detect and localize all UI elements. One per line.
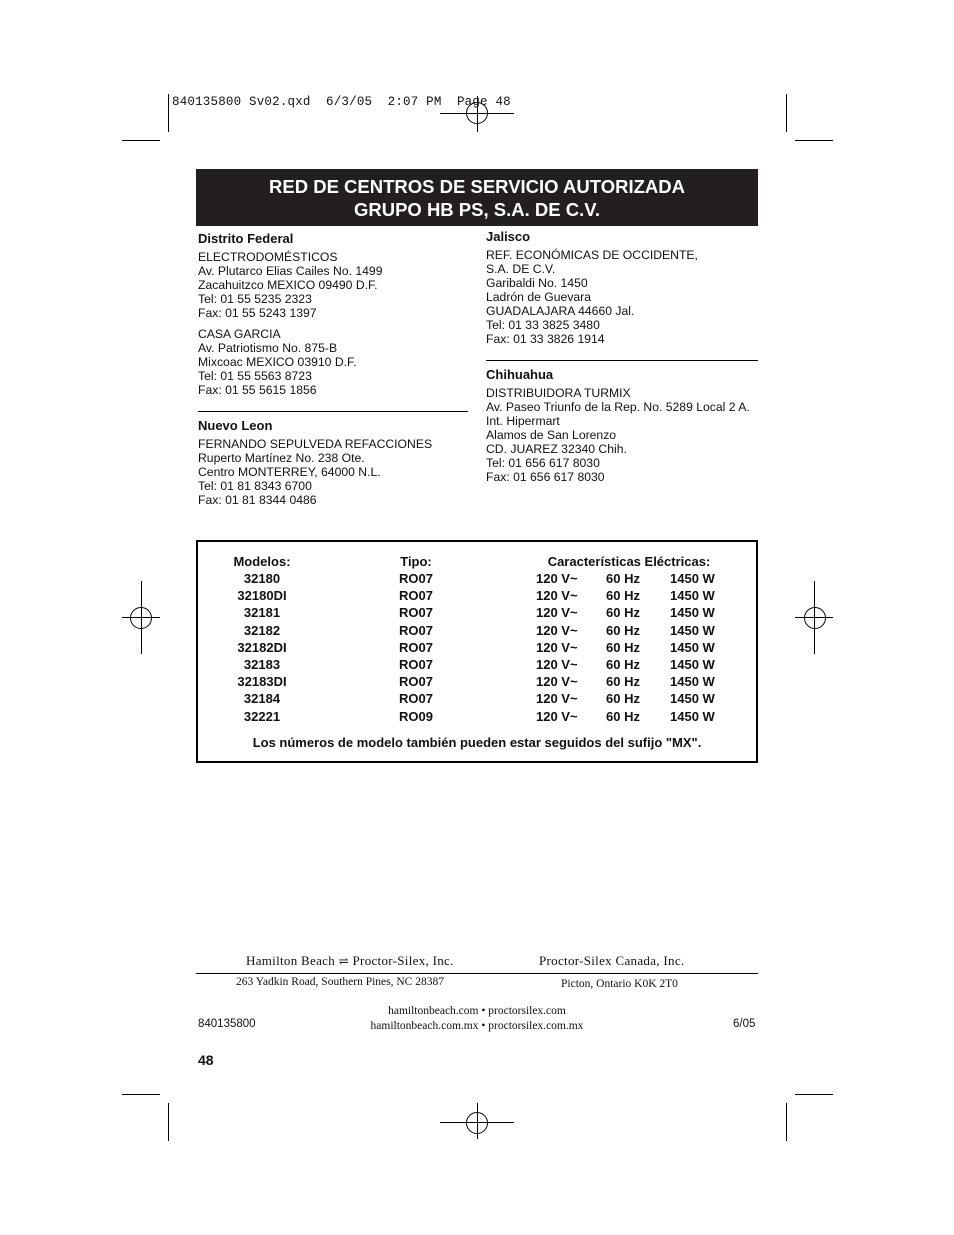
voltage: 120 V~ xyxy=(536,622,578,638)
electrical-row xyxy=(536,673,722,690)
model-number: 32182DI xyxy=(237,639,287,655)
voltage: 120 V~ xyxy=(536,674,578,690)
section-title: Chihuahua xyxy=(486,367,554,382)
center-address: Ruperto Martínez No. 238 Ote. xyxy=(198,451,365,465)
document-date: 6/05 xyxy=(733,1018,756,1030)
electrical-column xyxy=(536,554,722,725)
crop-mark xyxy=(122,1094,160,1095)
model-number: 32180 xyxy=(243,571,281,586)
electrical-row xyxy=(536,690,722,707)
wattage: 1450 W xyxy=(670,605,715,621)
section-distrito-federal xyxy=(198,231,468,397)
frequency: 60 Hz xyxy=(606,656,640,672)
electrical-header: Características Eléctricas: xyxy=(547,554,711,569)
center-name: REF. ECONÓMICAS DE OCCIDENTE, xyxy=(486,248,698,262)
banner-subtitle: GRUPO HB PS, S.A. DE C.V. xyxy=(353,199,601,220)
voltage: 120 V~ xyxy=(536,605,578,621)
center-city: CD. JUAREZ 32340 Chih. xyxy=(486,442,627,456)
wattage: 1450 W xyxy=(670,656,715,672)
crop-mark xyxy=(168,94,169,132)
model-type: RO07 xyxy=(399,571,433,586)
model-number: 32182 xyxy=(243,622,281,638)
center-address: Av. Plutarco Elias Cailes No. 1499 xyxy=(198,264,383,278)
wattage: 1450 W xyxy=(670,622,715,638)
model-type: RO07 xyxy=(399,656,433,672)
electrical-row xyxy=(536,587,722,604)
model-type: RO07 xyxy=(399,622,433,638)
model-number: 32180DI xyxy=(237,588,287,604)
wattage: 1450 W xyxy=(670,674,715,690)
models-column xyxy=(224,554,300,725)
electrical-row xyxy=(536,604,722,621)
banner-title: RED DE CENTROS DE SERVICIO AUTORIZADA xyxy=(269,176,685,197)
electrical-row xyxy=(536,639,722,656)
center-fax: Fax: 01 55 5243 1397 xyxy=(198,306,317,320)
registration-line xyxy=(814,581,815,654)
model-suffix-note: Los números de modelo también pueden estar seguidos del sufijo "MX". xyxy=(252,735,702,750)
frequency: 60 Hz xyxy=(606,639,640,655)
center-name: DISTRIBUIDORA TURMIX xyxy=(486,386,631,400)
model-number: 32181 xyxy=(243,605,281,621)
voltage: 120 V~ xyxy=(536,708,578,724)
hb-logo-icon: ⇌ xyxy=(338,954,349,968)
model-type: RO07 xyxy=(399,691,433,707)
center-fax: Fax: 01 656 617 8030 xyxy=(486,470,605,484)
center-address: Av. Paseo Triunfo de la Rep. No. 5289 Local 2 A. xyxy=(486,400,750,414)
page-banner xyxy=(196,169,758,226)
center-phone: Tel: 01 33 3825 3480 xyxy=(486,318,600,332)
wattage: 1450 W xyxy=(670,588,715,604)
section-title: Jalisco xyxy=(486,229,531,244)
section-chihuahua xyxy=(486,367,758,484)
electrical-row xyxy=(536,570,722,587)
section-jalisco xyxy=(486,229,758,346)
crop-mark xyxy=(786,1103,787,1141)
center-address-cont: Int. Hipermart xyxy=(486,414,560,428)
electrical-row xyxy=(536,622,722,639)
voltage: 120 V~ xyxy=(536,639,578,655)
center-name: CASA GARCIA xyxy=(198,327,281,341)
wattage: 1450 W xyxy=(670,708,715,724)
right-column xyxy=(486,229,758,498)
center-fax: Fax: 01 55 5615 1856 xyxy=(198,383,317,397)
center-phone: Tel: 01 656 617 8030 xyxy=(486,456,600,470)
service-center xyxy=(486,386,758,484)
center-phone: Tel: 01 55 5235 2323 xyxy=(198,292,312,306)
voltage: 120 V~ xyxy=(536,656,578,672)
center-fax: Fax: 01 33 3826 1914 xyxy=(486,332,605,346)
document-code: 840135800 xyxy=(198,1018,256,1030)
registration-mark-icon xyxy=(804,607,826,629)
service-center xyxy=(198,327,468,397)
voltage: 120 V~ xyxy=(536,571,578,586)
model-type: RO07 xyxy=(399,605,433,621)
psc-address: Picton, Ontario K0K 2T0 xyxy=(561,978,678,990)
center-phone: Tel: 01 55 5563 8723 xyxy=(198,369,312,383)
section-nuevo-leon xyxy=(198,418,468,507)
section-title: Distrito Federal xyxy=(198,231,294,246)
registration-line xyxy=(477,1103,478,1139)
center-name-cont: S.A. DE C.V. xyxy=(486,262,556,276)
proctor-silex-canada-brand: Proctor-Silex Canada, Inc. xyxy=(539,953,685,968)
hamilton-beach-brand xyxy=(246,953,454,969)
section-divider xyxy=(486,360,758,361)
website-line-us[interactable]: hamiltonbeach.com • proctorsilex.com xyxy=(388,1005,566,1017)
website-line-mx[interactable]: hamiltonbeach.com.mx • proctorsilex.com.mx xyxy=(370,1020,584,1032)
center-address: Garibaldi No. 1450 xyxy=(486,276,588,290)
registration-line xyxy=(141,581,142,654)
service-center xyxy=(486,248,758,346)
website-links xyxy=(340,1004,614,1034)
frequency: 60 Hz xyxy=(606,605,640,621)
specifications-box xyxy=(196,540,758,763)
crop-mark xyxy=(168,1103,169,1141)
hb-brand-name: Hamilton Beach xyxy=(246,953,336,968)
frequency: 60 Hz xyxy=(606,708,640,724)
electrical-row xyxy=(536,708,722,725)
crop-mark xyxy=(795,1094,833,1095)
wattage: 1450 W xyxy=(670,691,715,707)
model-number: 32183 xyxy=(243,656,281,672)
voltage: 120 V~ xyxy=(536,588,578,604)
model-number: 32183DI xyxy=(237,674,287,690)
center-city: Mixcoac MEXICO 03910 D.F. xyxy=(198,355,357,369)
service-center xyxy=(198,250,468,320)
model-type: RO09 xyxy=(399,708,433,724)
ps-brand-name: Proctor-Silex, Inc. xyxy=(352,953,454,968)
frequency: 60 Hz xyxy=(606,622,640,638)
model-number: 32221 xyxy=(243,708,281,724)
wattage: 1450 W xyxy=(670,639,715,655)
models-header: Modelos: xyxy=(233,554,291,569)
page-number: 48 xyxy=(198,1052,214,1068)
section-divider xyxy=(198,411,468,412)
center-neighborhood: Ladrón de Guevara xyxy=(486,290,592,304)
center-name: ELECTRODOMÉSTICOS xyxy=(198,250,338,264)
crop-mark xyxy=(122,140,160,141)
tipo-header: Tipo: xyxy=(400,554,432,569)
voltage: 120 V~ xyxy=(536,691,578,707)
center-city: GUADALAJARA 44660 Jal. xyxy=(486,304,635,318)
hb-address: 263 Yadkin Road, Southern Pines, NC 28387 xyxy=(236,976,444,988)
center-name: FERNANDO SEPULVEDA REFACCIONES xyxy=(198,437,433,451)
frequency: 60 Hz xyxy=(606,674,640,690)
footer-rule xyxy=(196,973,758,974)
crop-mark xyxy=(786,94,787,132)
model-number: 32184 xyxy=(243,691,281,707)
center-address: Av. Patriotismo No. 875-B xyxy=(198,341,338,355)
file-slug: 840135800 Sv02.qxd 6/3/05 2:07 PM Page 48 xyxy=(172,95,511,109)
crop-mark xyxy=(795,140,833,141)
model-type: RO07 xyxy=(399,588,433,604)
electrical-row xyxy=(536,656,722,673)
frequency: 60 Hz xyxy=(606,571,640,586)
center-fax: Fax: 01 81 8344 0486 xyxy=(198,493,317,507)
center-phone: Tel: 01 81 8343 6700 xyxy=(198,479,312,493)
service-center xyxy=(198,437,468,507)
frequency: 60 Hz xyxy=(606,588,640,604)
wattage: 1450 W xyxy=(670,571,715,586)
model-type: RO07 xyxy=(399,639,433,655)
left-column xyxy=(198,231,468,521)
center-city: Zacahuitzco MEXICO 09490 D.F. xyxy=(198,278,378,292)
frequency: 60 Hz xyxy=(606,691,640,707)
center-neighborhood: Alamos de San Lorenzo xyxy=(486,428,617,442)
tipo-column xyxy=(386,554,446,725)
section-title: Nuevo Leon xyxy=(198,418,273,433)
center-city: Centro MONTERREY, 64000 N.L. xyxy=(198,465,381,479)
model-type: RO07 xyxy=(399,674,433,690)
